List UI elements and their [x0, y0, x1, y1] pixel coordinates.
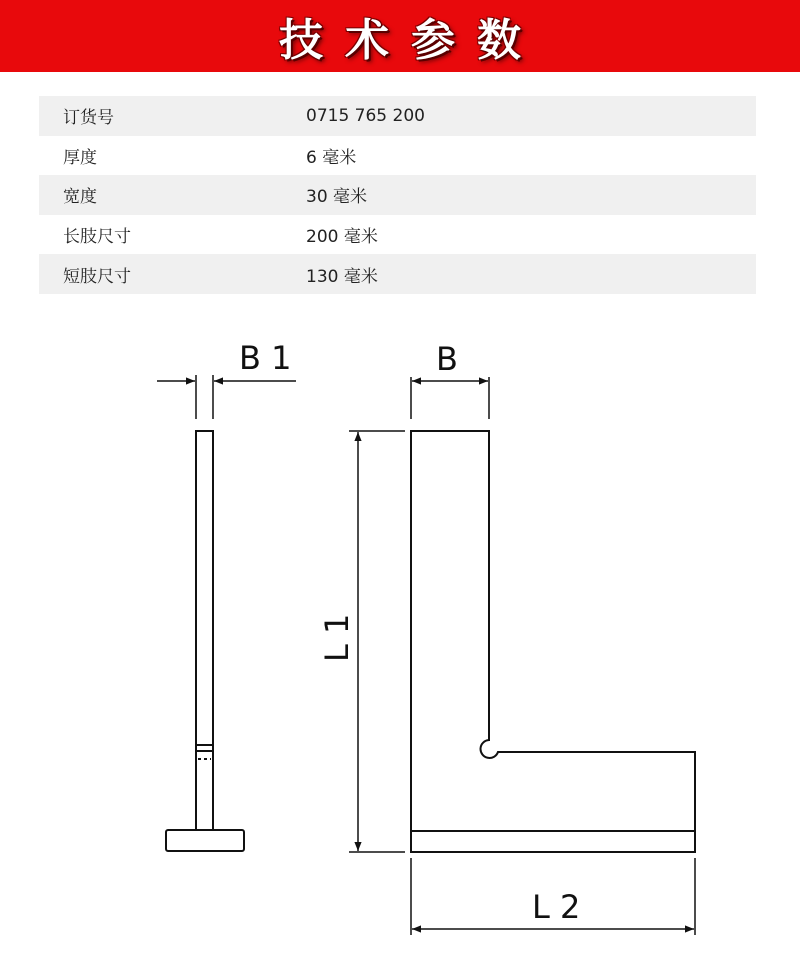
- spec-value: 6 毫米: [306, 147, 357, 168]
- spec-value: 130 毫米: [306, 266, 378, 287]
- square-outline: [411, 431, 695, 852]
- side-view-base: [166, 830, 244, 851]
- spec-value: 200 毫米: [306, 227, 378, 248]
- side-view: [157, 375, 296, 851]
- page-title: 技术参数: [279, 15, 543, 66]
- front-view: [349, 377, 695, 935]
- dimension-label-l1: L 1: [318, 613, 356, 662]
- spec-value: 0715 765 200: [306, 105, 425, 126]
- spec-label: 短肢尺寸: [63, 266, 131, 287]
- spec-label: 宽度: [63, 187, 97, 208]
- dimension-label-b: B: [436, 340, 458, 378]
- spec-label: 长肢尺寸: [63, 227, 131, 248]
- side-view-blade: [196, 431, 213, 830]
- spec-label: 厚度: [63, 147, 97, 168]
- dimension-label-b1: B 1: [239, 339, 292, 377]
- spec-label: 订货号: [63, 108, 114, 129]
- spec-value: 30 毫米: [306, 187, 368, 208]
- dimension-label-l2: L 2: [532, 888, 581, 926]
